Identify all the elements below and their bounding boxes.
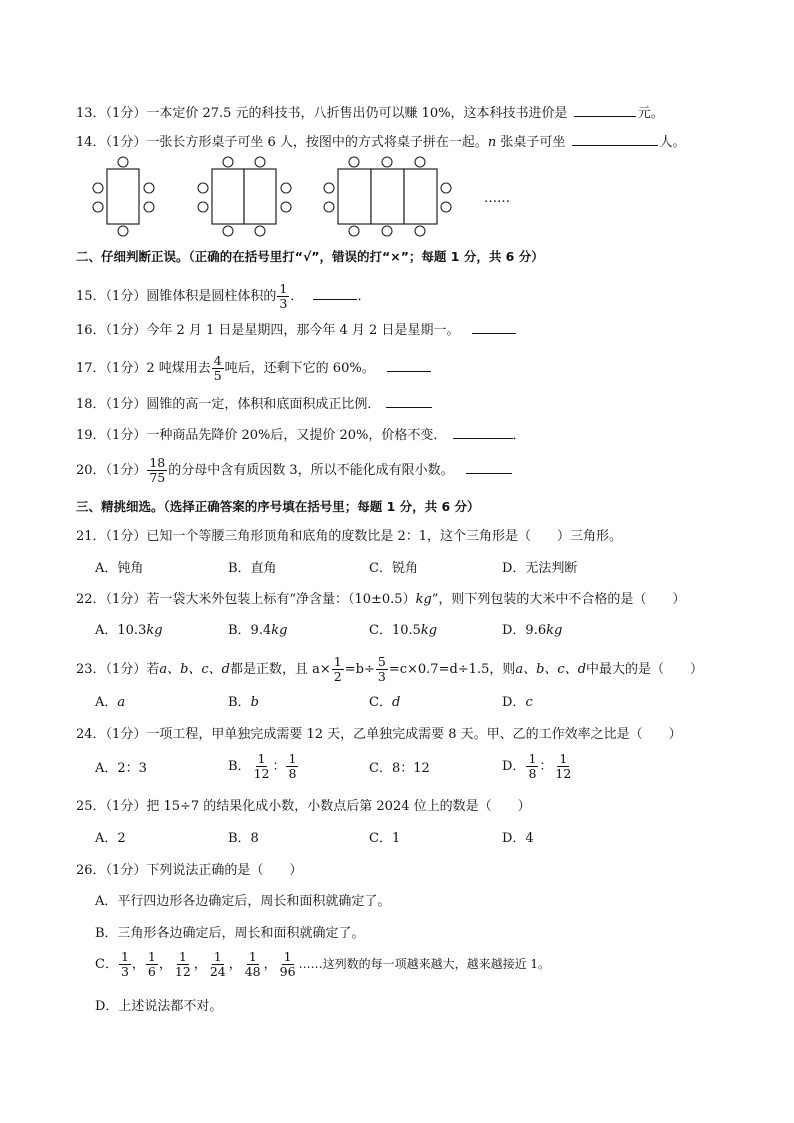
seat-circle bbox=[349, 226, 359, 236]
seat-circle bbox=[255, 157, 265, 167]
section-2-heading: 二、仔细判断正误。（正确的在括号里打“√”，错误的打“×”；每题 1 分，共 6 分） bbox=[76, 249, 544, 264]
seat-circle bbox=[118, 157, 128, 167]
question-23: 23．（1分）若a、b、c、d都是正数，且 a× $\frac{1}{2}$ =b÷ $\frac{5}{3}$ =c×0.7=d÷1.5，则a、b、c、d中最大的是（ ） bbox=[76, 654, 704, 684]
option-a[interactable]: A．钝角 bbox=[95, 561, 144, 576]
answer-blank-16[interactable] bbox=[472, 320, 516, 334]
option-c[interactable]: C．锐角 bbox=[369, 561, 418, 576]
answer-blank-14[interactable] bbox=[572, 132, 658, 146]
seat-circle bbox=[223, 157, 233, 167]
question-16: 16．（1分）今年 2 月 1 日是星期四，那今年 4 月 2 日是星期一。 bbox=[76, 320, 516, 340]
seat-circle bbox=[144, 202, 154, 212]
seat-circle bbox=[198, 202, 208, 212]
answer-blank-18[interactable] bbox=[386, 394, 432, 408]
option-c[interactable]: C．d bbox=[369, 695, 401, 710]
seat-circle bbox=[281, 202, 291, 212]
fraction: $\frac{18}{75}$ bbox=[149, 455, 166, 485]
seat-circle bbox=[324, 202, 334, 212]
fraction: $\frac{1}{6}$ bbox=[147, 949, 156, 979]
option-b[interactable]: B．直角 bbox=[228, 561, 277, 576]
seat-circle bbox=[255, 226, 265, 236]
option-b[interactable]: B．三角形各边确定后，周长和面积就确定了。 bbox=[95, 926, 365, 941]
option-b[interactable]: B．8 bbox=[228, 831, 259, 846]
section-3-heading: 三、精挑细选。（选择正确答案的序号填在括号里；每题 1 分，共 6 分） bbox=[76, 499, 480, 514]
answer-blank-20[interactable] bbox=[466, 460, 512, 474]
table-rect bbox=[371, 169, 404, 224]
seat-circle bbox=[415, 226, 425, 236]
option-b[interactable]: B． $\frac{1}{12}$ ： $\frac{1}{8}$ bbox=[228, 751, 297, 781]
seat-circle bbox=[382, 226, 392, 236]
fraction: $\frac{1}{12}$ bbox=[253, 751, 270, 781]
table-rect bbox=[244, 169, 276, 224]
seat-circle bbox=[382, 157, 392, 167]
option-d[interactable]: D． $\frac{1}{8}$ ： $\frac{1}{12}$ bbox=[502, 751, 572, 781]
seat-circle bbox=[415, 157, 425, 167]
question-18: 18．（1分）圆锥的高一定，体积和底面积成正比例． bbox=[76, 394, 432, 414]
question-22: 22．（1分）若一袋大米外包装上标有“净含量：（10±0.5）kg”，则下列包装的大米中不合格的是（ ） bbox=[76, 592, 686, 607]
option-d[interactable]: D．4 bbox=[502, 831, 534, 846]
fraction: $\frac{1}{96}$ bbox=[279, 949, 296, 979]
option-d[interactable]: D．上述说法都不对。 bbox=[95, 999, 223, 1014]
answer-blank-13[interactable] bbox=[574, 103, 636, 117]
seat-circle bbox=[349, 157, 359, 167]
fraction: $\frac{1}{3}$ bbox=[120, 949, 129, 979]
option-c[interactable]: C．8：12 bbox=[369, 761, 430, 776]
table-rect bbox=[338, 169, 371, 224]
fraction: $\frac{1}{2}$ bbox=[333, 654, 342, 684]
seat-circle bbox=[198, 183, 208, 193]
option-d[interactable]: D．无法判断 bbox=[502, 561, 578, 576]
question-21: 21．（1分）已知一个等腰三角形顶角和底角的度数比是 2：1，这个三角形是（ ）三角形。 bbox=[76, 529, 622, 544]
fraction: $\frac{1}{3}$ bbox=[279, 281, 288, 311]
question-15: 15．（1分）圆锥体积是圆柱体积的 $\frac{1}{3}$ ． ． bbox=[76, 281, 371, 311]
seat-circle bbox=[93, 202, 103, 212]
seat-circle bbox=[441, 202, 451, 212]
seat-circle bbox=[441, 183, 451, 193]
option-a[interactable]: A．2 bbox=[95, 831, 126, 846]
table-rect bbox=[107, 169, 139, 224]
fraction: $\frac{1}{48}$ bbox=[244, 949, 261, 979]
fraction: $\frac{5}{3}$ bbox=[377, 654, 386, 684]
option-a[interactable]: A．10.3kg bbox=[95, 623, 163, 638]
option-c[interactable]: C．1 bbox=[369, 831, 401, 846]
tables-figure bbox=[88, 154, 468, 238]
seat-circle bbox=[93, 183, 103, 193]
question-13: 13．（1分）一本定价 27.5 元的科技书，八折售出仍可以赚 10%，这本科技书进价是 元。 bbox=[76, 103, 664, 123]
fraction: $\frac{1}{8}$ bbox=[528, 751, 537, 781]
option-a[interactable]: A．a bbox=[95, 695, 126, 710]
fraction: $\frac{1}{24}$ bbox=[209, 949, 226, 979]
seat-circle bbox=[324, 183, 334, 193]
answer-blank-17[interactable] bbox=[387, 358, 431, 372]
question-19: 19．（1分）一种商品先降价 20%后，又提价 20%，价格不变． ． bbox=[76, 425, 526, 445]
seat-circle bbox=[281, 183, 291, 193]
table-rect bbox=[404, 169, 437, 224]
option-d[interactable]: D．9.6kg bbox=[502, 623, 563, 638]
seat-circle bbox=[118, 226, 128, 236]
option-b[interactable]: B．9.4kg bbox=[228, 623, 288, 638]
fraction: $\frac{1}{12}$ bbox=[174, 949, 191, 979]
fraction: $\frac{4}{5}$ bbox=[213, 353, 222, 383]
seat-circle bbox=[223, 226, 233, 236]
seat-circle bbox=[144, 183, 154, 193]
fraction: $\frac{1}{12}$ bbox=[555, 751, 572, 781]
option-a[interactable]: A．2：3 bbox=[95, 761, 147, 776]
table-rect bbox=[212, 169, 244, 224]
option-c[interactable]: C．10.5kg bbox=[369, 623, 438, 638]
question-14: 14．（1分）一张长方形桌子可坐 6 人，按图中的方式将桌子拼在一起。n 张桌子可坐 人。 bbox=[76, 132, 686, 152]
option-a[interactable]: A．平行四边形各边确定后，周长和面积就确定了。 bbox=[95, 894, 391, 909]
question-25: 25．（1分）把 15÷7 的结果化成小数，小数点后第 2024 位上的数是（ ） bbox=[76, 799, 531, 814]
answer-blank-15[interactable] bbox=[313, 286, 357, 300]
question-20: 20．（1分） $\frac{18}{75}$ 的分母中含有质因数 3，所以不能化成有限小数。 bbox=[76, 456, 512, 485]
option-d[interactable]: D．c bbox=[502, 695, 533, 710]
question-26: 26．（1分）下列说法正确的是（ ） bbox=[76, 863, 303, 878]
answer-blank-19[interactable] bbox=[453, 425, 513, 439]
option-b[interactable]: B．b bbox=[228, 695, 259, 710]
question-24: 24．（1分）一项工程，甲单独完成需要 12 天，乙单独完成需要 8 天。甲、乙的工作效率之比是（ ） bbox=[76, 727, 682, 742]
fraction: $\frac{1}{8}$ bbox=[288, 751, 297, 781]
question-17: 17．（1分）2 吨煤用去 $\frac{4}{5}$ 吨后，还剩下它的 60%。 bbox=[76, 354, 431, 383]
option-c[interactable]: C． $\frac{1}{3}$ ， $\frac{1}{6}$ ， $\frac{1}{12}$ ， $\frac{1}{24}$ ， $\frac{1}{48}$ ， $\frac{1}{96}$ ……这列数的每一项越来越大，越来越接近 1。 bbox=[95, 949, 551, 979]
ellipsis: …… bbox=[484, 191, 510, 206]
